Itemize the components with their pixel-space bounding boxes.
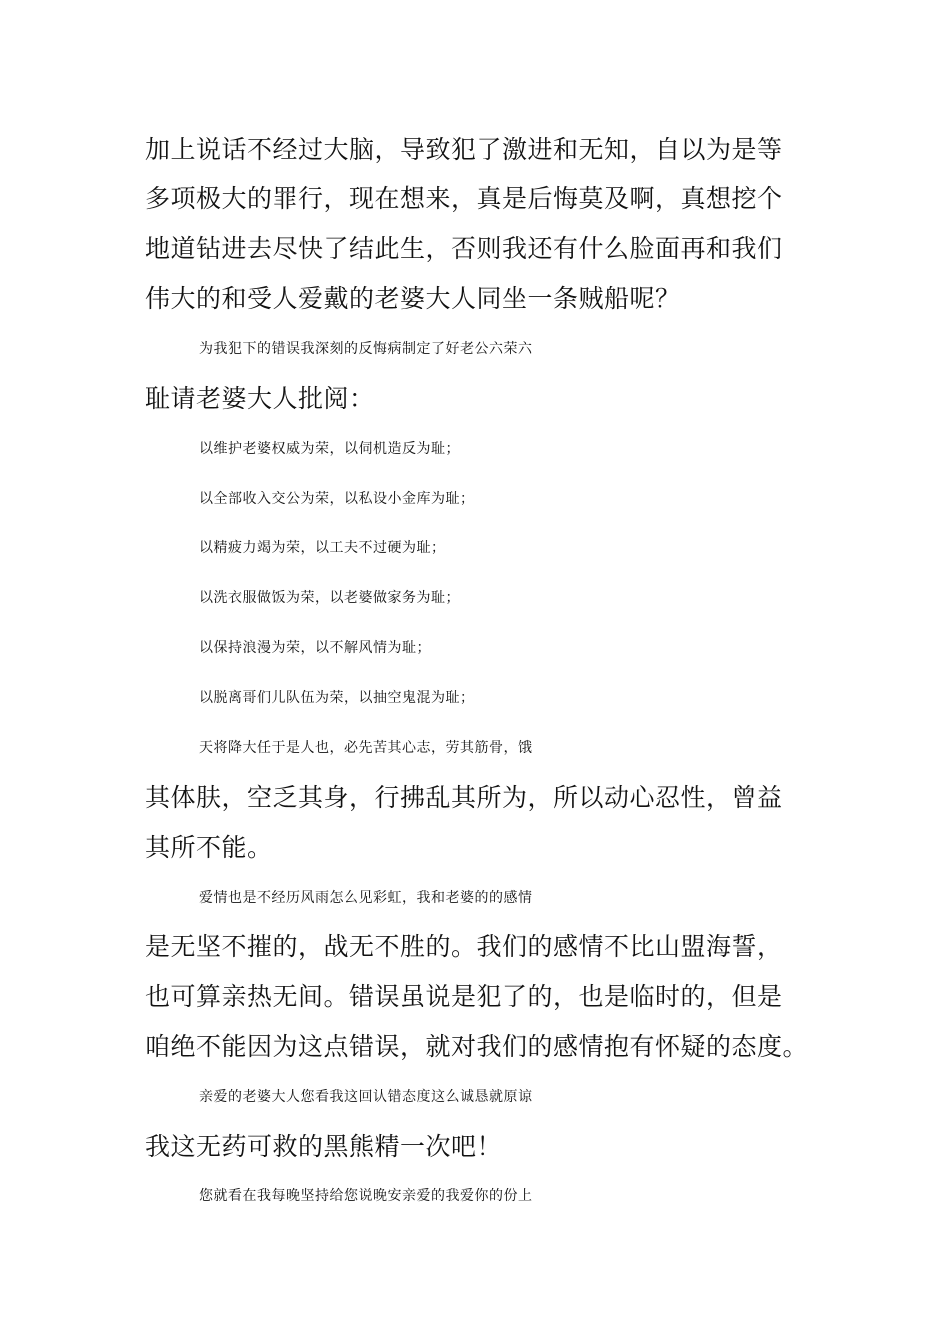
text-line: 其体肤，空乏其身，行拂乱其所为，所以动心忍性，曾益 [145,783,783,812]
text-line: 多项极大的罪行，现在想来，真是后悔莫及啊，真想挖个 [145,184,783,213]
text-line: 亲爱的老婆大人您看我这回认错态度这么诚恳就原谅 [199,1089,533,1105]
text-line: 以全部收入交公为荣，以私设小金库为耻； [199,491,475,507]
text-line: 咱绝不能因为这点错误，就对我们的感情抱有怀疑的态度。 [145,1032,809,1061]
text-line: 以精疲力竭为荣，以工夫不过硬为耻； [199,540,446,556]
text-line: 为我犯下的错误我深刻的反悔病制定了好老公六荣六 [199,341,533,357]
text-line: 加上说话不经过大脑，导致犯了激进和无知，自以为是等 [145,135,783,164]
text-line: 以脱离哥们儿队伍为荣，以抽空鬼混为耻； [199,690,475,706]
text-line: 以洗衣服做饭为荣，以老婆做家务为耻； [199,590,460,606]
text-line: 以维护老婆权威为荣，以伺机造反为耻； [199,441,460,457]
text-line: 是无坚不摧的，战无不胜的。我们的感情不比山盟海誓， [145,932,783,961]
text-line: 以保持浪漫为荣，以不解风情为耻； [199,640,431,656]
text-line: 地道钻进去尽快了结此生，否则我还有什么脸面再和我们 [145,234,783,263]
text-line: 我这无药可救的黑熊精一次吧！ [145,1132,503,1161]
text-line: 天将降大任于是人也，必先苦其心志，劳其筋骨，饿 [199,740,533,756]
text-line: 伟大的和受人爱戴的老婆大人同坐一条贼船呢？ [145,284,681,313]
text-line: 其所不能。 [145,833,273,862]
text-line: 您就看在我每晚坚持给您说晚安亲爱的我爱你的份上 [199,1188,533,1204]
text-line: 也可算亲热无间。错误虽说是犯了的，也是临时的，但是 [145,982,783,1011]
text-line: 耻请老婆大人批阅： [145,384,375,413]
text-line: 爱情也是不经历风雨怎么见彩虹，我和老婆的的感情 [199,890,533,906]
